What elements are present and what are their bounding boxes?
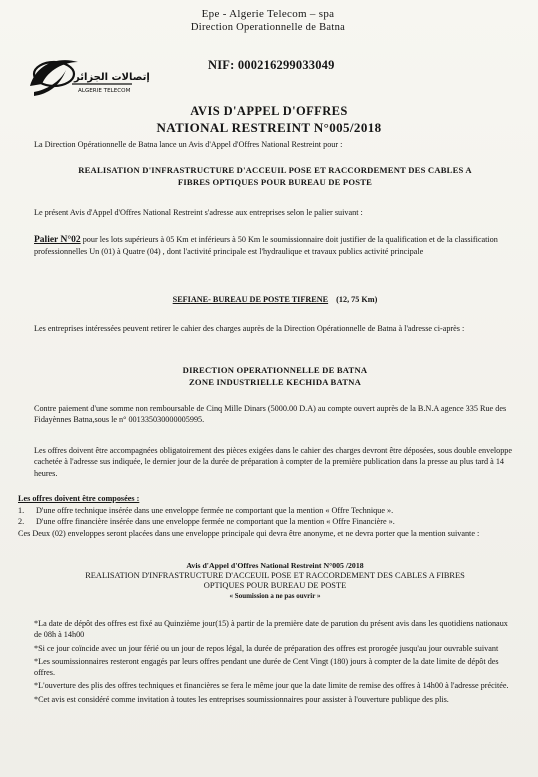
- palier-label: Palier N°02: [34, 235, 81, 245]
- mention-line3: OPTIQUES POUR BUREAU DE POSTE: [203, 581, 347, 591]
- payment-paragraph: Contre paiement d'une somme non remboursable de Cinq Mille Dinars (5000.00 D.A) au compte ouvert auprès de la B.N.A agence 335 Rue des Fidayènnes Batna,sous le n° 001335030000005995.: [34, 404, 507, 425]
- notice-number: NATIONAL RESTREINT N°005/2018: [156, 120, 382, 135]
- note-item: *Si ce jour coïncide avec un jour férié ou un jour de repos légal, la durée de préparation des offres est prorogée jusqu'au jour ouvrable suivant: [34, 643, 499, 653]
- lot-name: SEFIANE- BUREAU DE POSTE TIFRENE: [172, 295, 329, 304]
- composition-heading-text: Les offres doivent être composées :: [18, 494, 140, 503]
- mention-line4: « Soumission a ne pas ouvrir »: [229, 592, 321, 601]
- palier-intro: Le présent Avis d'Appel d'Offres National Restreint s'adresse aux entreprises selon le palier suivant :: [34, 208, 363, 217]
- list-item-text: D'une offre technique insérée dans une enveloppe fermée ne comportant que la mention « Offre Technique ».: [36, 506, 394, 515]
- project-title-line2: FIBRES OPTIQUES POUR BUREAU DE POSTE: [177, 177, 373, 187]
- list-item-number: 2.: [18, 517, 25, 526]
- header-direction: Direction Operationnelle de Batna: [190, 22, 346, 33]
- composition-heading: [18, 493, 516, 504]
- palier-paragraph: [34, 234, 516, 258]
- nif-number: NIF: 000216299033049: [208, 58, 335, 72]
- algerie-telecom-logo: [26, 52, 150, 100]
- lot-distance: (12, 75 Km): [336, 295, 378, 304]
- note-item: *Les soumissionnaires resteront engagés par leurs offres pendant une durée de Cent Vingt (180) jours à compter de la date limite de dépôt des offres.: [34, 656, 499, 678]
- note-item: *Cet avis est considéré comme invitation à toutes les entreprises soumissionnaires pour assister à l'ouverture publique des plis.: [34, 694, 449, 704]
- project-title-line1: REALISATION D'INFRASTRUCTURE D'ACCEUIL POSE ET RACCORDEMENT DES CABLES A: [78, 165, 472, 175]
- list-item: [18, 516, 516, 527]
- retrait-paragraph: Les entreprises intéressées peuvent retirer le cahier des charges auprès de la Direction Opérationnelle de Batna à l'adresse ci-après :: [34, 324, 465, 333]
- envelope-mention: [34, 560, 516, 601]
- address-line2: ZONE INDUSTRIELLE KECHIDA BATNA: [189, 377, 361, 387]
- list-item-number: 1.: [18, 506, 25, 515]
- notice-title: AVIS D'APPEL D'OFFRES: [190, 104, 348, 118]
- note-item: *L'ouverture des plis des offres techniques et financières se fera le même jour que la date limite de remise des offres à 14h00 à l'adresse précitée.: [34, 681, 509, 691]
- notes-block: [34, 618, 516, 705]
- palier-text: pour les lots supérieurs à 05 Km et inférieurs à 50 Km le soumissionnaire doit justifier de la qualification et de la classification professionnelles Un (01) à Quatre (04) , dont l'activité principale est l'hydraulique et travaux publics activité principale: [34, 235, 498, 257]
- list-item-text: D'une offre financière insérée dans une enveloppe fermée ne comportant que la mention « Offre Financière ».: [36, 517, 395, 526]
- mention-line1: Avis d'Appel d'Offres National Restreint N°005 /2018: [186, 561, 364, 570]
- header-company: Epe - Algerie Telecom – spa: [201, 8, 335, 20]
- project-title: [34, 164, 516, 188]
- logo-latin-text: ALGERIE TELECOM: [78, 88, 131, 94]
- address-block: [34, 364, 516, 388]
- logo-arabic-text: إتصالات الجزائر: [74, 72, 150, 83]
- lot-line: [34, 294, 516, 305]
- intro-paragraph: La Direction Opérationnelle de Batna lance un Avis d'Appel d'Offres National Restreint pour :: [34, 140, 343, 149]
- mention-line2: REALISATION D'INFRASTRUCTURE D'ACCEUIL POSE ET RACCORDEMENT DES CABLES A FIBRES: [85, 571, 465, 581]
- note-item: *La date de dépôt des offres est fixé au Quinzième jour(15) à partir de la première date de parution du présent avis dans les quotidiens nationaux de 08h à 14h00: [34, 619, 508, 640]
- address-line1: DIRECTION OPERATIONNELLE DE BATNA: [182, 365, 368, 375]
- deposit-paragraph: Les offres doivent être accompagnées obligatoirement des pièces exigées dans le cahier des charges devront être déposées, sous double enveloppe cachetée à l'adresse sus indiquée, le dernier jour de la durée de préparation à compter de la première publication dans la presse au plus tard à 14 heures.: [34, 446, 513, 478]
- list-item: [18, 505, 516, 516]
- composition-footer: Ces Deux (02) enveloppes seront placées dans une enveloppe principale qui devra être anonyme, et ne devra porter que la mention suivante :: [18, 529, 480, 538]
